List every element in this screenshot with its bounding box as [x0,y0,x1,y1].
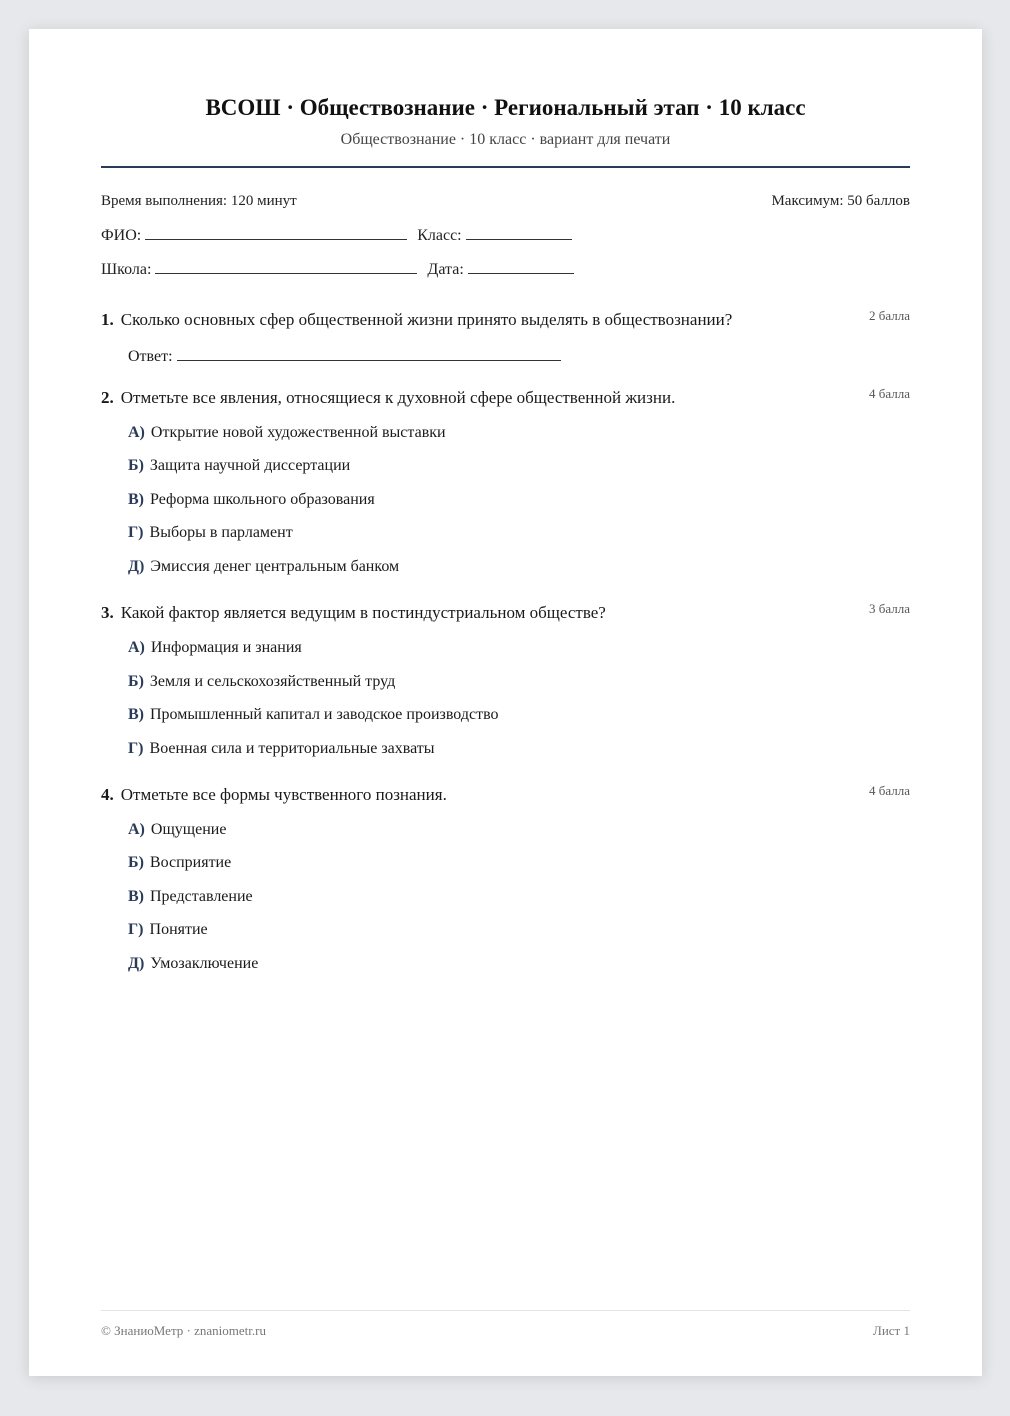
exam-meta [101,193,910,210]
option-text: Понятие [149,921,208,938]
time-limit: Время выполнения: 120 минут [101,193,297,209]
school-line[interactable] [155,259,417,274]
option-letter: А) [128,821,145,838]
option-d[interactable] [128,558,399,576]
option-g[interactable] [128,524,293,542]
question-number: 4. [101,785,114,804]
option-b[interactable] [128,673,395,691]
question-text: Какой фактор является ведущим в постиндустриальном обществе? [120,603,606,622]
fio-line[interactable] [145,225,407,240]
option-text: Военная сила и территориальные захваты [149,740,435,757]
date-label: Дата: [427,261,464,278]
option-b[interactable] [128,854,231,872]
option-text: Реформа школьного образования [150,491,375,508]
max-score: Максимум: 50 баллов [771,193,910,209]
footer-copyright: © ЗнаниоМетр · znaniometr.ru [101,1323,266,1338]
question-number: 1. [101,310,114,329]
option-letter: Г) [128,740,144,757]
option-text: Защита научной диссертации [149,457,351,474]
option-a[interactable] [128,639,302,657]
option-letter: Д) [128,955,145,972]
page-number: Лист 1 [873,1323,910,1338]
school-label: Школа: [101,261,152,278]
option-letter: Д) [128,558,145,575]
question-text: Отметьте все формы чувственного познания. [120,785,447,804]
fio-class-row [101,225,578,245]
option-letter: Б) [128,457,144,474]
question-number: 2. [101,388,114,407]
answer-row [128,346,567,366]
footer-divider [101,1310,910,1311]
option-text: Восприятие [149,854,232,871]
option-text: Открытие новой художественной выставки [150,424,446,441]
header-divider [101,166,910,168]
option-text: Промышленный капитал и заводское производство [150,706,499,723]
question-points: 4 балла [869,783,910,798]
page-title: ВСОШ · Обществознание · Региональный этап · 10 класс [205,95,806,120]
option-letter: Б) [128,854,144,871]
option-a[interactable] [128,821,226,839]
class-line[interactable] [466,225,572,240]
option-v[interactable] [128,706,499,724]
option-letter: Г) [128,524,144,541]
question-points: 2 балла [869,308,910,323]
class-label: Класс: [417,227,462,244]
question-text: Отметьте все явления, относящиеся к духовной сфере общественной жизни. [120,388,676,407]
question-header [101,310,910,330]
question-1 [101,308,910,365]
option-letter: В) [128,491,144,508]
question-header [101,603,910,623]
question-3 [101,601,910,757]
option-letter: В) [128,888,144,905]
answer-label: Ответ: [128,348,173,365]
page-subtitle: Обществознание · 10 класс · вариант для печати [340,131,671,148]
option-v[interactable] [128,491,375,509]
date-line[interactable] [468,259,574,274]
question-header [101,388,910,408]
option-letter: Г) [128,921,144,938]
school-date-row [101,259,580,279]
option-b[interactable] [128,457,350,475]
option-letter: Б) [128,673,144,690]
option-a[interactable] [128,424,446,442]
option-text: Умозаключение [150,955,259,972]
option-text: Представление [150,888,253,905]
option-g[interactable] [128,921,208,939]
option-text: Выборы в парламент [149,524,293,541]
option-letter: В) [128,706,144,723]
option-text: Информация и знания [150,639,302,656]
option-g[interactable] [128,740,435,758]
option-d[interactable] [128,955,258,973]
option-letter: А) [128,424,145,441]
exam-sheet [29,29,982,1376]
question-4 [101,783,910,972]
question-header [101,785,910,805]
answer-line[interactable] [177,346,561,361]
question-points: 3 балла [869,601,910,616]
page-footer [101,1323,910,1339]
option-text: Ощущение [150,821,227,838]
option-text: Эмиссия денег центральным банком [150,558,400,575]
option-letter: А) [128,639,145,656]
question-text: Сколько основных сфер общественной жизни принято выделять в обществознании? [120,310,733,329]
fio-label: ФИО: [101,227,142,244]
option-v[interactable] [128,888,253,906]
option-text: Земля и сельскохозяйственный труд [149,673,396,690]
question-points: 4 балла [869,386,910,401]
question-2 [101,386,910,575]
question-number: 3. [101,603,114,622]
